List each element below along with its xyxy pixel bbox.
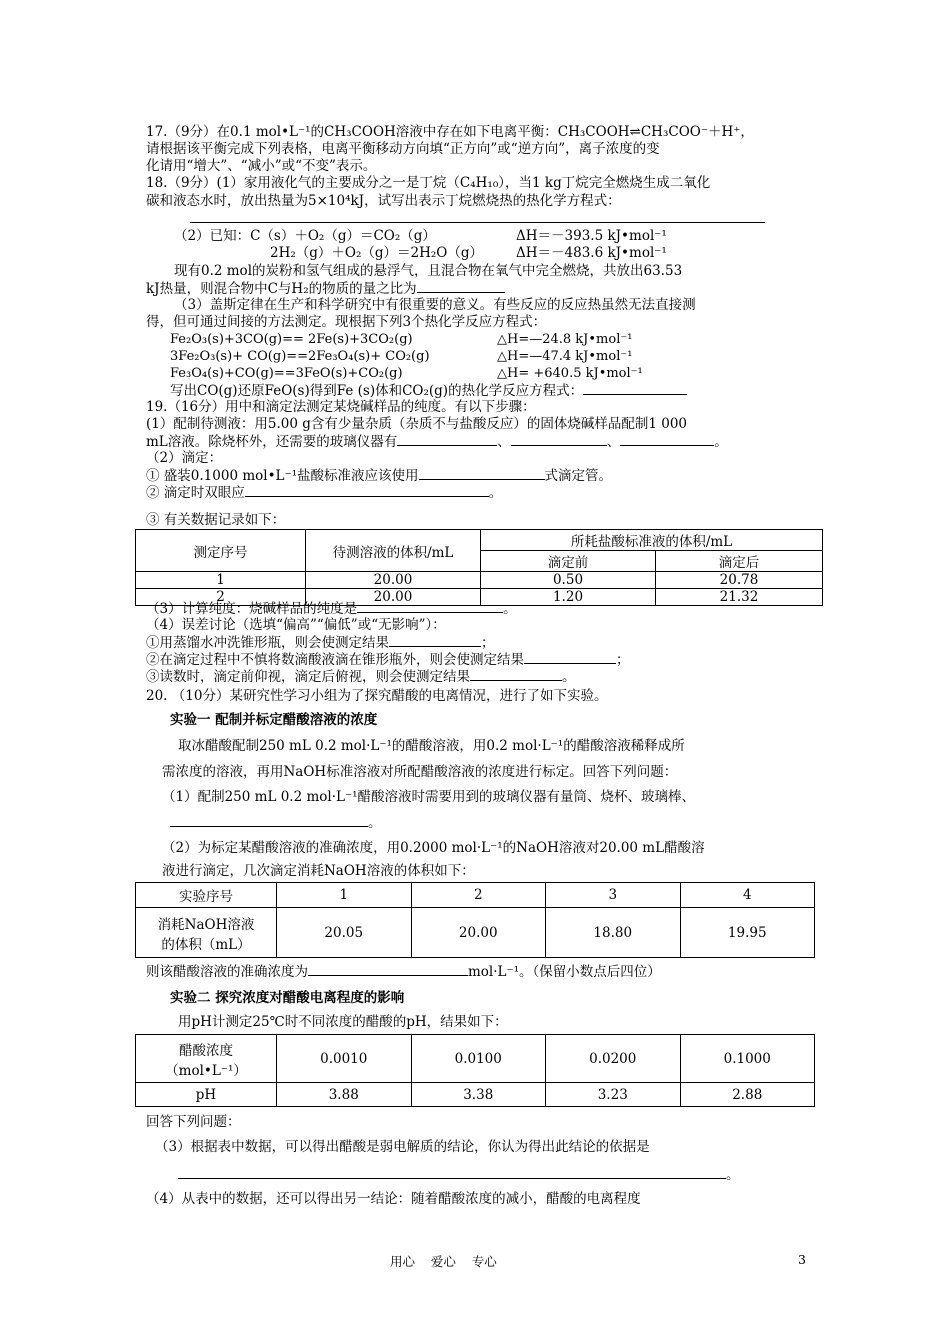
q20-glass-blank[interactable] [170,814,368,827]
q20-t2-ph: 3.88 [277,1083,412,1107]
q20-p10 [178,1166,740,1184]
q19-glass-blank-3[interactable] [620,433,714,446]
q19-eye-blank[interactable] [245,484,489,497]
q18-line2: 碳和液态水时，放出热量为5×10⁴kJ，试写出表示丁烷燃烧热的热化学方程式： [146,193,621,209]
q19-data-table [135,529,823,606]
q18-line6 [146,280,505,298]
q19-eye-text: ② 滴定时双眼应 [146,485,245,501]
q18-line9 [170,382,687,400]
q19-err3-end: 。 [562,669,576,685]
q19-line11 [146,651,630,669]
q20-t1-col: 2 [411,883,546,908]
q20-p11: （4）从表中的数据，还可以得出另一结论：随着醋酸浓度的减小，醋酸的电离程度 [146,1191,641,1207]
q20-exp1-title: 实验一 配制并标定醋酸溶液的浓度 [170,712,378,728]
q18-eq-a-dh: △H=—24.8 kJ•mol⁻¹ [497,332,633,347]
q20-line1: 20. （10分）某研究性学习小组为了探究醋酸的电离情况，进行了如下实验。 [146,688,608,704]
q20-t2-conc: 0.1000 [680,1035,815,1083]
q18-known-eq1: （2）已知：C（s）＋O₂（g）＝CO₂（g） [174,228,436,244]
q19-th-acid: 所耗盐酸标准液的体积/mL [481,530,823,551]
q20-t1-cell: 20.05 [277,908,412,958]
q19-glass-end: 。 [714,434,728,450]
q18-eq-c-dh: △H= +640.5 kJ•mol⁻¹ [497,366,643,381]
q17-line3: 化请用“增大”、“减小”或“不变”表示。 [146,158,377,174]
q18-known-eq2-dh: ΔH＝－483.6 kJ•mol⁻¹ [516,245,667,261]
table-row [136,1083,815,1107]
q19-cell: 2 [136,589,306,606]
q20-basis-blank[interactable] [178,1166,726,1179]
q18-line5: 现有0.2 mol的炭粉和氢气组成的悬浮气，且混合物在氧气中完全燃烧，共放出63.53 [174,263,683,279]
q19-err2-end: ； [616,652,630,668]
q18-eq-b: 3Fe₂O₃(s)+ CO(g)==2Fe₃O₄(s)+ CO₂(g) [170,349,430,364]
q18-ratio-blank[interactable] [417,280,505,293]
q19-th-before: 滴定前 [481,551,656,572]
q19-buret-end: 式滴定管。 [544,468,613,484]
q19-line3 [146,433,728,451]
q20-t2-ph: 2.88 [680,1083,815,1107]
q19-cell: 0.50 [481,572,656,589]
q19-cell: 1.20 [481,589,656,606]
q19-purity-text: （3）计算纯度：烧碱样品的纯度是 [146,601,358,617]
q17-line2: 请根据该平衡完成下列表格，电离平衡移动方向填“正方向”或“逆方向”，离子浓度的变 [146,141,660,157]
q20-p9: （3）根据表中数据，可以得出醋酸是弱电解质的结论，你认为得出此结论的依据是 [155,1139,650,1155]
q20-p4: （2）为标定某醋酸溶液的准确浓度，用0.2000 mol·L⁻¹的NaOH溶液对20.00 mL醋酸溶 [162,840,705,856]
q20-conc-end: mol·L⁻¹。（保留小数点后四位） [468,964,661,980]
q20-t2-header-2: （mol•L⁻¹） [165,1062,247,1079]
q18-line8: 得，但可通过间接的方法测定。现根据下列3个热化学反应方程式： [146,314,547,330]
q19-th-vol: 待测溶液的体积/mL [306,530,481,572]
q20-basis-end: 。 [726,1167,740,1183]
footer-slogan: 用心 爱心 专心 [390,1254,497,1269]
table-row [136,908,815,958]
q20-t1-cell: 20.00 [411,908,546,958]
q20-t1-row-label [136,908,277,958]
q20-t1-col: 1 [277,883,412,908]
q19-buret-text: ① 盛装0.1000 mol•L⁻¹盐酸标准液应该使用 [146,468,419,484]
q20-t1-cell: 18.80 [546,908,681,958]
q19-th-seq: 测定序号 [136,530,306,572]
q20-p8: 回答下列问题： [146,1114,241,1130]
q20-t2-ph-label: pH [136,1083,277,1107]
q19-line8 [146,600,517,618]
q19-line1: 19.（16分）用中和滴定法测定某烧碱样品的纯度。有以下步骤： [146,399,536,415]
q20-t1-cell: 19.95 [680,908,815,958]
q20-t1-row-label-2: 的体积（mL） [161,936,251,953]
table-row [136,572,823,589]
q20-t2-conc: 0.0100 [411,1035,546,1083]
q17-line1: 17.（9分）在0.1 mol•L⁻¹的CH₃COOH溶液中存在如下电离平衡：CH₃COOH⇌CH₃COO⁻＋H⁺， [146,124,754,140]
q20-t2-conc: 0.0200 [546,1035,681,1083]
q19-sep-1: 、 [497,434,511,450]
q19-line10 [146,634,495,652]
q19-line2: (1）配制待测液：用5.00 g含有少量杂质（杂质不与盐酸反应）的固体烧碱样品配制1 000 [146,416,687,432]
q20-conc-blank[interactable] [308,963,468,976]
q19-purity-blank[interactable] [357,600,503,613]
q19-cell: 20.78 [656,572,823,589]
q19-line5 [146,467,612,485]
q20-t1-col: 3 [546,883,681,908]
q20-t2-header-1: 醋酸浓度 [179,1042,233,1059]
q19-err1-end: ； [481,635,495,651]
q19-line12 [146,668,576,686]
q19-err1-text: ①用蒸馏水冲洗锥形瓶，则会使测定结果 [146,635,389,651]
q18-feo-text: 写出CO(g)还原FeO(s)得到Fe (s)体和CO₂(g)的热化学反应方程式： [170,383,584,399]
q19-glass-text: mL溶液。除烧杯外，还需要的玻璃仪器有 [146,434,398,450]
q19-cell: 1 [136,572,306,589]
q18-eq-a: Fe₂O₃(s)+3CO(g)== 2Fe(s)+3CO₂(g) [170,332,413,347]
q19-cell: 20.00 [306,572,481,589]
q19-line4: （2）滴定： [146,450,223,466]
q20-p2: 需浓度的溶液，再用NaOH标准溶液对所配醋酸溶液的浓度进行标定。回答下列问题： [162,764,678,780]
q20-p6 [146,963,661,981]
q18-eq-b-dh: △H=—47.4 kJ•mol⁻¹ [497,349,633,364]
q20-p1: 取冰醋酸配制250 mL 0.2 mol·L⁻¹的醋酸溶液，用0.2 mol·L⁻¹的醋酸溶液稀释成所 [178,738,685,754]
table-row [136,1035,815,1083]
q18-line1: 18.（9分）(1）家用液化气的主要成分之一是丁烷（C₄H₁₀），当1 kg丁烷完全燃烧生成二氧化 [146,175,711,191]
q20-p7: 用pH计测定25℃时不同浓度的醋酸的pH，结果如下： [178,1014,508,1030]
q19-err2-blank[interactable] [524,651,616,664]
q19-buret-blank[interactable] [419,467,545,480]
q19-sep-2: 、 [606,434,621,450]
q19-err2-text: ②在滴定过程中不慎将数滴酸液滴在锥形瓶外，则会使测定结果 [146,652,524,668]
q20-t1-row-label-1: 消耗NaOH溶液 [157,916,255,933]
q20-p5: 液进行滴定，几次滴定消耗NaOH溶液的体积如下： [162,863,475,879]
q20-conc-text: 则该醋酸溶液的准确浓度为 [146,964,308,980]
q20-ph-table [135,1034,815,1107]
q19-glass-blank-1[interactable] [397,433,497,446]
q20-t1-col: 4 [680,883,815,908]
q20-titration-table [135,882,815,958]
q20-p3-answer [170,814,382,832]
q18-feo-blank[interactable] [583,382,687,395]
q18-answer-line-1[interactable] [190,222,765,223]
q18-known-eq2: 2H₂（g）＋O₂（g）＝2H₂O（g） [270,245,484,261]
q18-eq-c: Fe₃O₄(s)+CO(g)==3FeO(s)+CO₂(g) [170,366,403,381]
q19-err3-text: ③读数时，滴定前仰视，滴定后俯视，则会使测定结果 [146,669,470,685]
q20-glass-end: 。 [368,815,382,831]
q19-cell: 20.00 [306,589,481,606]
q19-err1-blank[interactable] [389,634,481,647]
q19-glass-blank-2[interactable] [511,433,607,446]
q19-purity-end: 。 [503,601,517,617]
q18-known-eq1-dh: ΔH＝－393.5 kJ•mol⁻¹ [516,228,667,244]
q19-eye-end: 。 [488,485,503,501]
q19-line6 [146,484,502,502]
q20-t1-header: 实验序号 [136,883,277,908]
q19-line9: （4）误差讨论（选填“偏高”“偏低”或“无影响”）： [146,617,446,633]
q20-t2-conc: 0.0010 [277,1035,412,1083]
q19-err3-blank[interactable] [470,668,562,681]
q20-t2-ph: 3.38 [411,1083,546,1107]
page-number: 3 [798,1252,806,1267]
q19-line7: ③ 有关数据记录如下： [146,512,286,528]
q18-line7: （3）盖斯定律在生产和科学研究中有很重要的意义。有些反应的反应热虽然无法直接测 [174,297,696,313]
q19-th-after: 滴定后 [656,551,823,572]
q19-cell: 21.32 [656,589,823,606]
q20-exp2-title: 实验二 探究浓度对醋酸电离程度的影响 [170,990,405,1006]
q20-t2-ph: 3.23 [546,1083,681,1107]
q20-p3: （1）配制250 mL 0.2 mol·L⁻¹醋酸溶液时需要用到的玻璃仪器有量筒、烧杯、玻璃棒、 [162,789,696,805]
q18-ratio-text: kJ热量，则混合物中C与H₂的物质的量之比为 [146,281,417,297]
q20-t2-header [136,1035,277,1083]
